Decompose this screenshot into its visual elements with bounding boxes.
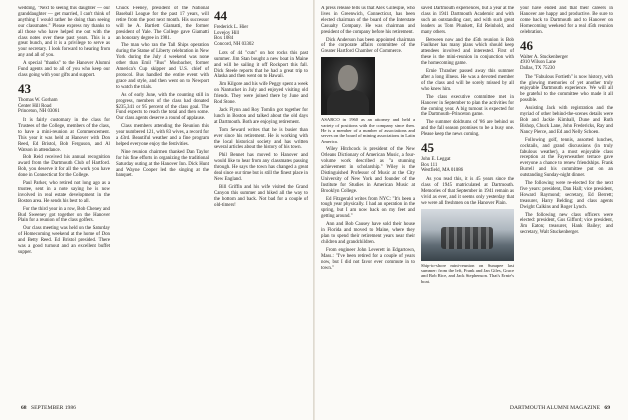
address-line: Lovejoy Hill bbox=[214, 30, 240, 36]
boat-group bbox=[441, 227, 493, 249]
body-paragraph: Jim Kilgore and his wife Peggy spent a week on Nantucket in July and enjoyed visiting old friends. They were joined there by June and Rod Stone. bbox=[214, 82, 308, 106]
body-paragraph: Paul Parker, who retired not long ago as a trustee, sent in a note saying he is now involved in real estate development in the Boston area. He sends his best to all. bbox=[18, 181, 110, 204]
secretary-address-46 bbox=[520, 55, 613, 72]
body-paragraph: Tom Seward writes that he is busier than ever since his retirement. He is working with the local historical society and has written several articles about the history of his town. bbox=[214, 127, 308, 151]
class-number-44: 44 bbox=[214, 8, 227, 23]
body-paragraph: Jack Flynn and Roy Tomlin got together for lunch in Boston and talked about the old days at Dartmouth. Both are enjoying retirement. bbox=[214, 107, 308, 125]
column-2 bbox=[116, 6, 209, 400]
page-gutter bbox=[313, 0, 315, 420]
address-line: Concord, NH 03302 bbox=[214, 42, 254, 48]
secretary-address-43 bbox=[18, 98, 110, 115]
photo-caption: Ship-to-shore mini-reunion on Sunapee last summer: from the left, Frank and Jan Giles, Grace and Bob Rice, and Jack Stephenson. That's Ernie's boat. bbox=[421, 262, 514, 284]
address-line: Princeton, NH 03061 bbox=[18, 109, 60, 115]
class-number-45: 45 bbox=[421, 140, 434, 156]
body-paragraph: For the third year in a row, Bob Cheney and Bud Sweeney got together on the Hanover Plain for a reunion of the class golfers. bbox=[18, 206, 110, 224]
body-paragraph: saved Dartmouth experiences, but a year at the class in 1941 Dartmouth Academic and with such an outstanding cast, and with such great leaders as Tom Plunkett, Ed Reinhold, and many others. bbox=[421, 6, 514, 35]
column-4 bbox=[321, 6, 415, 400]
body-paragraph: Bill Griffin and his wife visited the Grand Canyon this summer and hiked all the way to the bottom and back. Not bad for a couple of old-timers! bbox=[214, 184, 308, 208]
address-line: Walter A. Stuckenberger bbox=[520, 54, 568, 60]
body-paragraph: Following golf, tennis, assorted lunches, cocktails, and grand discussions (in truly fabulous weather), a most enjoyable class reception at the Fayerweather terrace gave everyone a chance to renew friendships. Frank Burrell and his committee put on an outstanding Sunday-night dinner. bbox=[520, 137, 613, 179]
column-5 bbox=[421, 6, 514, 400]
address-line: Westfield, MA 01086 bbox=[421, 168, 464, 174]
lake-photo bbox=[421, 209, 514, 261]
magazine-name: DARTMOUTH ALUMNI MAGAZINE bbox=[509, 405, 600, 411]
secretary-address-44 bbox=[214, 25, 308, 48]
body-paragraph: Our class meeting was held on the Saturday of Homecoming weekend at the home of Don and Betty Reed. Ed Bristol presided. There was a good turnout and an excellent buffet supper. bbox=[18, 226, 110, 256]
page-number-right: 69 bbox=[604, 405, 610, 411]
body-paragraph: The following new class officers were elected: president, Gus Gifford; vice president, Jim Eaton; treasurer, Hank Bailey; and secretary, Walt Stuckenberger. bbox=[520, 212, 613, 236]
address-line: Thomas W. Gorham bbox=[18, 97, 58, 103]
body-paragraph: Ann and Bob Causey have sold their house in Florida and moved to Maine, where they plan to spend their retirement years near their children and grandchildren. bbox=[321, 222, 415, 245]
body-paragraph: Ed Fitzgerald writes from NYC: "It's been a tough year physically. I had an operation in the spring, but I am now back on my feet and getting around." bbox=[321, 196, 415, 220]
address-line: Frederick L. Hier bbox=[214, 25, 249, 30]
body-paragraph: Phil Bennet has moved to Hanover and would like to hear from any classmates passing through. He says the town has changed a great deal since our time but is still the finest place in New England. bbox=[214, 153, 308, 182]
issue-date: SEPTEMBER 1986 bbox=[31, 405, 76, 411]
address-line: John E. Leggat bbox=[421, 157, 451, 163]
right-footer bbox=[510, 405, 613, 412]
body-paragraph: Wiley Hitchcock is president of the New Orleans Dictionary of American Music, a four-volume work described as "a stunning achievement in scholarship." Wiley is the Distinguished Professor of Music at the City University of New York and founder of the Institute for Studies in American Music at Brooklyn College. bbox=[321, 147, 415, 194]
body-paragraph: The class executive committee met in Hanover in September to plan the activities for the coming year. A big turnout is expected for the Dartmouth–Princeton game. bbox=[421, 94, 514, 118]
address-line: 4910 Wilson Lane bbox=[520, 60, 556, 66]
class-number-43: 43 bbox=[18, 80, 31, 96]
photo-caption: ASARCO in 1960 as an attorney and held a variety of positions with the company since then. He is a member of a number of associations and serves on the board of mining associations in Latin America. bbox=[321, 117, 415, 144]
column-3 bbox=[214, 6, 308, 400]
class-number-46: 46 bbox=[520, 37, 533, 53]
body-paragraph: Assisting Jack with registration and the myriad of other behind-the-scenes details were Bob and Jackie Kimball, Dune and Ruth Bishop, Chuck Lane, John Fredericks, Ray and Nancy Pierce, and Ed and Nelly Schoen. bbox=[520, 106, 613, 135]
body-paragraph: A press release tells us that Alex Gillespie, who lives in Greenwich, Connecticut, has been elected chairman of the board of the Interstate Casualty Company. He was chairman and president of the company before his retirement. bbox=[321, 6, 415, 35]
body-paragraph: As you read this, it is 45 years since the class of 1945 matriculated at Dartmouth. Memories of that September in 1941 remain as vivid as ever, and it seems only yesterday that we were all freshmen on the Hanover Plain. bbox=[421, 177, 514, 206]
body-paragraph: Class members attending the Reunion this year numbered 121, with 83 wives, a record for a 43rd. Beautiful weather and a fine program helped everyone enjoy the festivities. bbox=[116, 124, 209, 147]
portrait-photo bbox=[321, 57, 375, 115]
address-line: Center Hill Road bbox=[18, 103, 52, 109]
body-paragraph: Nine reunion chairmen thanked Dan Taylor for his fine efforts in organizing the traditional Saturday outing at the Hanover Inn. Dick Hunt and Wayne Cooper led the singing at the banquet. bbox=[116, 149, 209, 179]
left-footer bbox=[18, 405, 76, 412]
body-paragraph: As of early June, with the counting still in progress, members of the class had donated $235,341 or 95 percent of the class goal. The Fund expects to reach the total and then some. Our class agents deserve a round of applause. bbox=[116, 92, 209, 122]
column-1 bbox=[18, 6, 110, 400]
body-paragraph: Between now and the 45th reunion is Bob Faulkner has many plans which should keep attendees involved and interested. First of these is the mini-reunion in conjunction with the homecoming game. bbox=[421, 37, 514, 67]
body-paragraph: The following were re-elected for the next five years: president, Dan Hall; vice president, Howard Raymond; secretary, Ed Berrett; treasurer, Harry Belding; and class agents Dwight Calkins and Roger Lynch. bbox=[520, 181, 613, 210]
portrait-face bbox=[338, 65, 358, 91]
body-paragraph: Ernie Thrasher passed away this summer after a long illness. He was a devoted member of the class and will be sorely missed by all who knew him. bbox=[421, 69, 514, 92]
body-paragraph: From engineer John Leverett in Edgartown, Mass.: "I've been retired for a couple of years now, but I did not favor ever commute in to town." bbox=[321, 247, 415, 271]
column-6 bbox=[520, 6, 613, 400]
body-paragraph: A special "thanks" to the Hanover Alumni Fund agents and to all of you who keep our class going with your gifts and support. bbox=[18, 61, 110, 78]
body-paragraph: your have ended and that their careers in Hanover are happy and productive. Be sure to come back to Dartmouth and to Hanover on Homecoming weekend for a real 45th reunion celebration. bbox=[520, 6, 613, 35]
body-paragraph: Chuck Feeney, president of the National Baseball League for the past 17 years, will retire from the post next month. His successor will be A. Bartlett Giamatti, the former president of Yale. The College gave Giamatti an honorary degree in 1981. bbox=[116, 6, 209, 41]
address-line: Dallas, TX 75230 bbox=[520, 65, 555, 71]
body-paragraph: The man who ran the Tall Ships operation during the Statue of Liberty celebration in New York during the July 4 weekend was none other than Emil "Bus" Mosbacher, former America's Cup skipper and U.S. chief of protocol. Bus handled the entire event with grace and style, and then went on to Newport to watch the trials. bbox=[116, 43, 209, 90]
page-number-left: 68 bbox=[21, 405, 27, 411]
body-paragraph: The summer doldrums of '86 are behind us and the fall season promises to be a busy one. Please keep the news coming. bbox=[421, 120, 514, 138]
body-paragraph: Dick Anderson has been appointed chairman of the corporate affairs committee of the Greater Hartford Chamber of Commerce. bbox=[321, 37, 415, 55]
portrait-shoulders bbox=[327, 89, 369, 115]
secretary-address-45 bbox=[421, 157, 514, 174]
address-line: Box 111 bbox=[421, 162, 438, 168]
body-paragraph: It is fairly customary in the class for Trustees of the College, members of the class, to have a mini-reunion at Commencement. This year it was held at Hanover with Don Reed, Ed Bristol, Bob Ferguson, and Al Watson in attendance. bbox=[18, 117, 110, 153]
body-paragraph: wedding, "Next to seeing this daughter — our granddaughter — get married, I can't think of anything I would rather be doing than seeing our classmates." Please express my thanks to all those who have helped me out with the class notes over these past years. This is a great bunch, and it is a privilege to serve as your secretary. I look forward to hearing from any and all of you. bbox=[18, 6, 110, 59]
body-paragraph: The "Fabulous Fortieth" is now history, with the glowing memories of yet another truly enjoyable Dartmouth experience. We will all be grateful to the committee who made it all possible. bbox=[520, 74, 613, 104]
body-paragraph: Lots of 44 "cuts" on hot rocks this past summer. Jim Stan bought a new boat in Maine and will be sailing it off Rockport this fall. Dick Steele reports that he had a great trip to Alaska and then went on to Hawaii. bbox=[214, 50, 308, 80]
body-paragraph: Bob Reid received his annual recognition award from the Dartmouth Club of Hartford. Bob, you deserve it for all the work you have done in Connecticut for the College. bbox=[18, 155, 110, 179]
address-line: Box 1084 bbox=[214, 36, 234, 42]
